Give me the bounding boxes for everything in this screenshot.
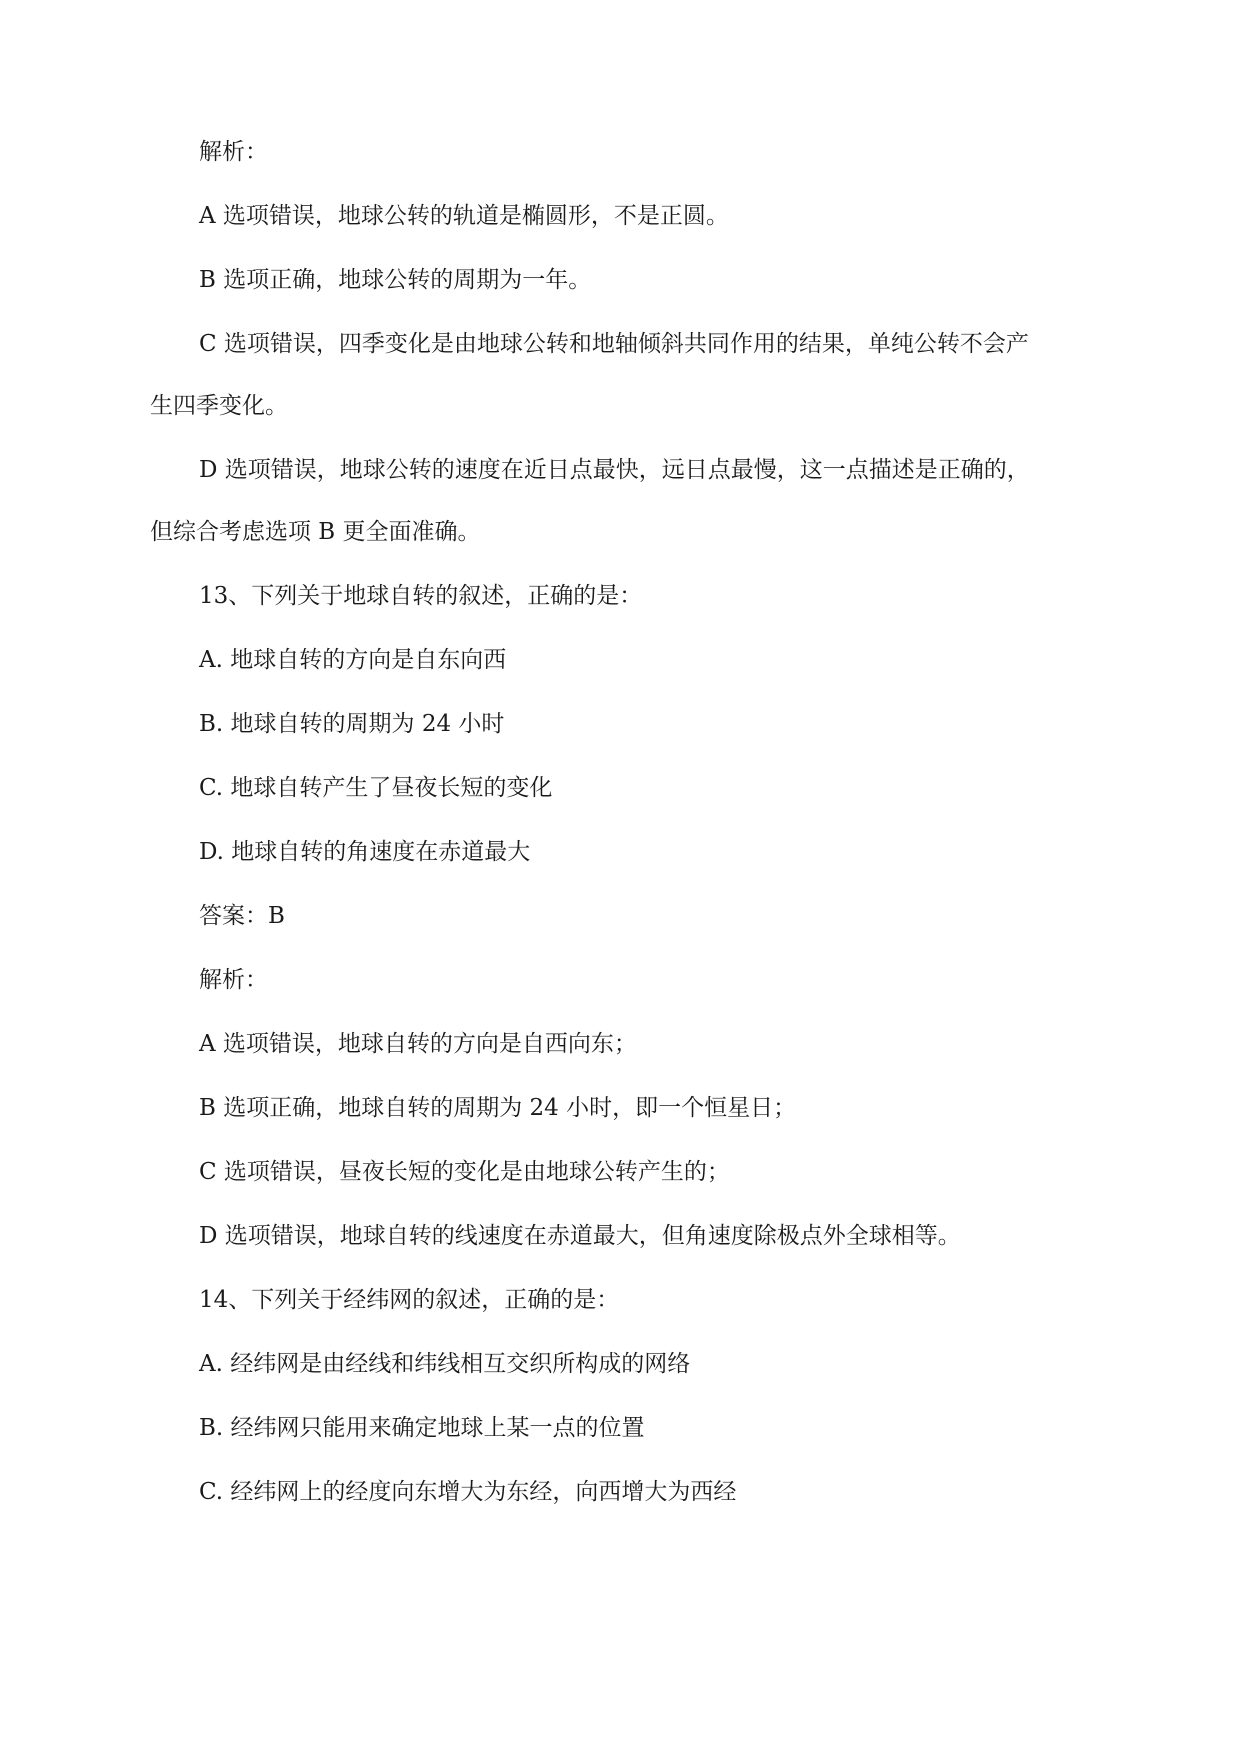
- question-13-option-c: C. 地球自转产生了昼夜长短的变化: [199, 775, 553, 801]
- question-13: 13、下列关于地球自转的叙述，正确的是：: [199, 583, 643, 609]
- analysis-option-d-continued: 但综合考虑选项 B 更全面准确。: [150, 519, 481, 545]
- question-13-analysis-d: D 选项错误，地球自转的线速度在赤道最大，但角速度除极点外全球相等。: [199, 1223, 961, 1249]
- analysis-option-c-continued: 生四季变化。: [150, 393, 288, 419]
- question-13-analysis-heading: 解析：: [199, 967, 268, 993]
- question-13-analysis-c: C 选项错误，昼夜长短的变化是由地球公转产生的；: [199, 1159, 730, 1185]
- document-body: [150, 138, 1100, 1542]
- analysis-option-c: C 选项错误，四季变化是由地球公转和地轴倾斜共同作用的结果，单纯公转不会产: [199, 331, 1029, 357]
- analysis-option-b: B 选项正确，地球公转的周期为一年。: [199, 267, 592, 293]
- analysis-heading: 解析：: [199, 139, 268, 165]
- analysis-option-a: A 选项错误，地球公转的轨道是椭圆形，不是正圆。: [199, 203, 729, 229]
- question-13-option-b: B. 地球自转的周期为 24 小时: [199, 711, 505, 737]
- question-14-option-a: A. 经纬网是由经线和纬线相互交织所构成的网络: [199, 1351, 691, 1377]
- analysis-option-d: D 选项错误，地球公转的速度在近日点最快，远日点最慢，这一点描述是正确的，: [199, 457, 1030, 483]
- question-14-option-c: C. 经纬网上的经度向东增大为东经，向西增大为西经: [199, 1479, 737, 1505]
- question-14: 14、下列关于经纬网的叙述，正确的是：: [199, 1287, 620, 1313]
- question-13-option-a: A. 地球自转的方向是自东向西: [199, 647, 507, 673]
- question-14-option-b: B. 经纬网只能用来确定地球上某一点的位置: [199, 1415, 645, 1441]
- question-13-answer: 答案：B: [199, 903, 285, 929]
- question-13-option-d: D. 地球自转的角速度在赤道最大: [199, 839, 531, 865]
- question-13-analysis-a: A 选项错误，地球自转的方向是自西向东；: [199, 1031, 637, 1057]
- question-13-analysis-b: B 选项正确，地球自转的周期为 24 小时，即一个恒星日；: [199, 1095, 797, 1121]
